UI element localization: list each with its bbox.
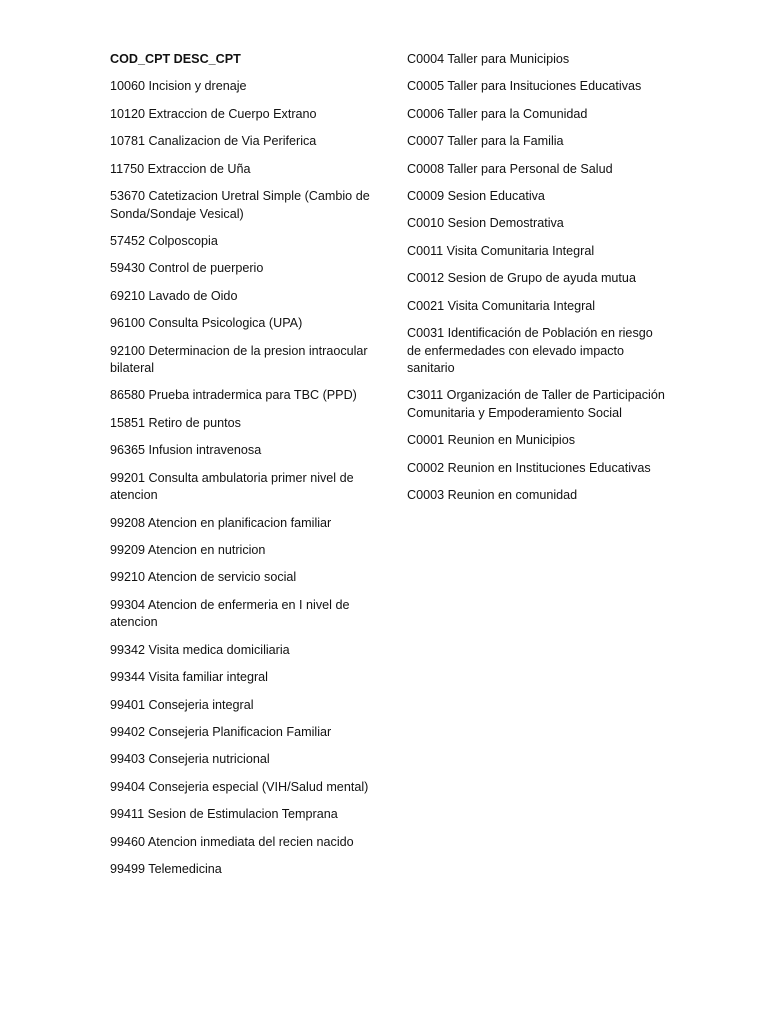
list-item: 99401 Consejeria integral xyxy=(110,697,254,712)
list-item: C0009 Sesion Educativa xyxy=(407,188,545,203)
list-item: 11750 Extraccion de Uña xyxy=(110,161,251,176)
list-item: C0006 Taller para la Comunidad xyxy=(407,106,588,121)
list-item: C0008 Taller para Personal de Salud xyxy=(407,161,613,176)
list-item: 57452 Colposcopia xyxy=(110,233,218,248)
list-item: 59430 Control de puerperio xyxy=(110,261,264,276)
right-column xyxy=(407,51,669,515)
list-item: 99208 Atencion en planificacion familiar xyxy=(110,515,332,530)
list-item: 99201 Consulta ambulatoria primer nivel de atencion xyxy=(110,470,354,503)
list-item: C0012 Sesion de Grupo de ayuda mutua xyxy=(407,271,636,286)
list-item: 99344 Visita familiar integral xyxy=(110,670,268,685)
list-item: 99404 Consejeria especial (VIH/Salud mental) xyxy=(110,779,369,794)
list-item: 15851 Retiro de puntos xyxy=(110,415,241,430)
list-item: C0003 Reunion en comunidad xyxy=(407,488,578,503)
list-item: C0031 Identificación de Población en riesgo de enfermedades con elevado impacto sanitario xyxy=(407,325,653,376)
list-item: C0005 Taller para Insituciones Educativas xyxy=(407,79,642,94)
list-item: C0010 Sesion Demostrativa xyxy=(407,216,564,231)
list-item: C0004 Taller para Municipios xyxy=(407,52,570,66)
list-item: 96100 Consulta Psicologica (UPA) xyxy=(110,316,303,331)
list-item: 86580 Prueba intradermica para TBC (PPD) xyxy=(110,388,357,403)
list-item: 99342 Visita medica domiciliaria xyxy=(110,642,290,657)
list-item: C0002 Reunion en Instituciones Educativas xyxy=(407,460,651,475)
list-item: 10781 Canalizacion de Via Periferica xyxy=(110,134,317,149)
list-item: 99210 Atencion de servicio social xyxy=(110,570,297,585)
list-item: 10060 Incision y drenaje xyxy=(110,79,247,94)
list-item: C0001 Reunion en Municipios xyxy=(407,433,576,448)
table-header: COD_CPT DESC_CPT xyxy=(110,52,241,66)
list-item: 99403 Consejeria nutricional xyxy=(110,752,270,767)
list-item: 99209 Atencion en nutricion xyxy=(110,543,266,558)
list-item: C0007 Taller para la Familia xyxy=(407,134,564,149)
list-item: 99411 Sesion de Estimulacion Temprana xyxy=(110,807,338,822)
list-item: 69210 Lavado de Oido xyxy=(110,288,238,303)
list-item: 99402 Consejeria Planificacion Familiar xyxy=(110,724,332,739)
list-item: 10120 Extraccion de Cuerpo Extrano xyxy=(110,106,317,121)
list-item: C0021 Visita Comunitaria Integral xyxy=(407,298,596,313)
list-item: C3011 Organización de Taller de Participación Comunitaria y Empoderamiento Social xyxy=(407,388,665,421)
list-item: 53670 Catetizacion Uretral Simple (Cambio de Sonda/Sondaje Vesical) xyxy=(110,188,370,221)
list-item: 99460 Atencion inmediata del recien nacido xyxy=(110,834,354,849)
list-item: 92100 Determinacion de la presion intraocular bilateral xyxy=(110,343,368,376)
list-item: C0011 Visita Comunitaria Integral xyxy=(407,243,595,258)
left-column xyxy=(110,51,372,888)
list-item: 99304 Atencion de enfermeria en I nivel de atencion xyxy=(110,597,350,630)
list-item: 99499 Telemedicina xyxy=(110,861,222,876)
list-item: 96365 Infusion intravenosa xyxy=(110,443,262,458)
